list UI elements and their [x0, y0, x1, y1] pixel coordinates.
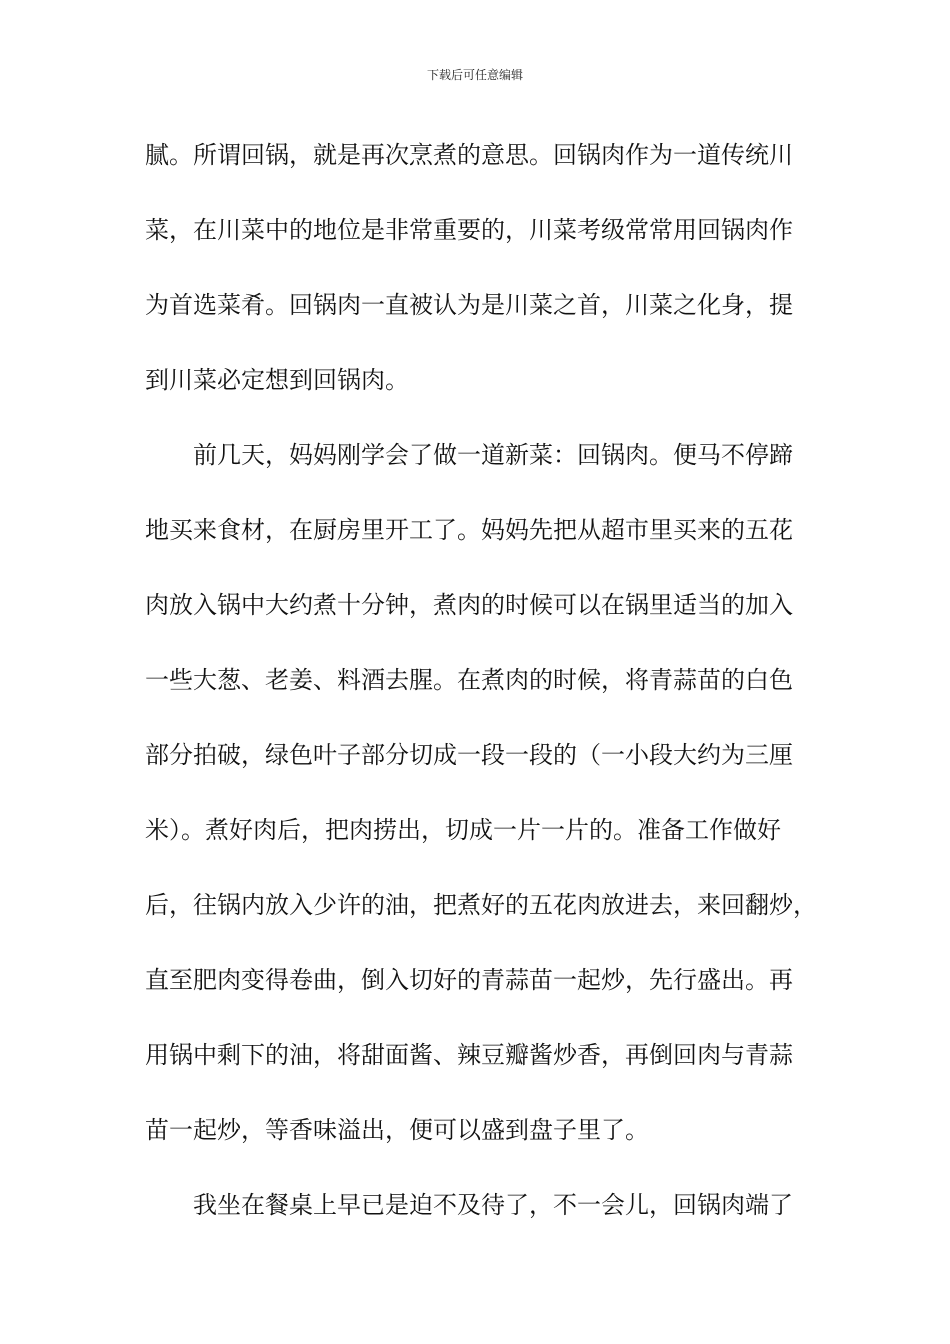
page-header-note: 下载后可任意编辑 [426, 68, 523, 82]
text-line: 到川菜必定想到回锅肉。 [145, 366, 409, 394]
text-line: 肉放入锅中大约煮十分钟，煮肉的时候可以在锅里适当的加入 [145, 591, 793, 619]
text-line: 腻。所谓回锅，就是再次烹煮的意思。回锅肉作为一道传统川 [145, 141, 793, 169]
text-line: 一些大葱、老姜、料酒去腥。在煮肉的时候，将青蒜苗的白色 [145, 666, 793, 694]
text-line: 为首选菜肴。回锅肉一直被认为是川菜之首，川菜之化身，提 [145, 291, 793, 319]
text-line: 直至肥肉变得卷曲，倒入切好的青蒜苗一起炒，先行盛出。再 [145, 966, 793, 994]
text-line: 地买来食材，在厨房里开工了。妈妈先把从超市里买来的五花 [145, 516, 793, 544]
text-line: 用锅中剩下的油，将甜面酱、辣豆瓣酱炒香，再倒回肉与青蒜 [145, 1041, 793, 1069]
text-line: 菜，在川菜中的地位是非常重要的，川菜考级常常用回锅肉作 [145, 216, 793, 244]
paragraph-start-line: 我坐在餐桌上早已是迫不及待了，不一会儿，回锅肉端了 [193, 1191, 793, 1219]
article-body [145, 132, 817, 1257]
text-line: 后，往锅内放入少许的油，把煮好的五花肉放进去，来回翻炒， [145, 891, 817, 919]
text-line: 米）。煮好肉后，把肉捞出，切成一片一片的。准备工作做好 [145, 816, 781, 844]
text-line: 苗一起炒，等香味溢出，便可以盛到盘子里了。 [145, 1116, 649, 1144]
text-line: 部分拍破，绿色叶子部分切成一段一段的（一小段大约为三厘 [145, 741, 793, 769]
paragraph-start-line: 前几天，妈妈刚学会了做一道新菜：回锅肉。便马不停蹄 [193, 441, 793, 469]
